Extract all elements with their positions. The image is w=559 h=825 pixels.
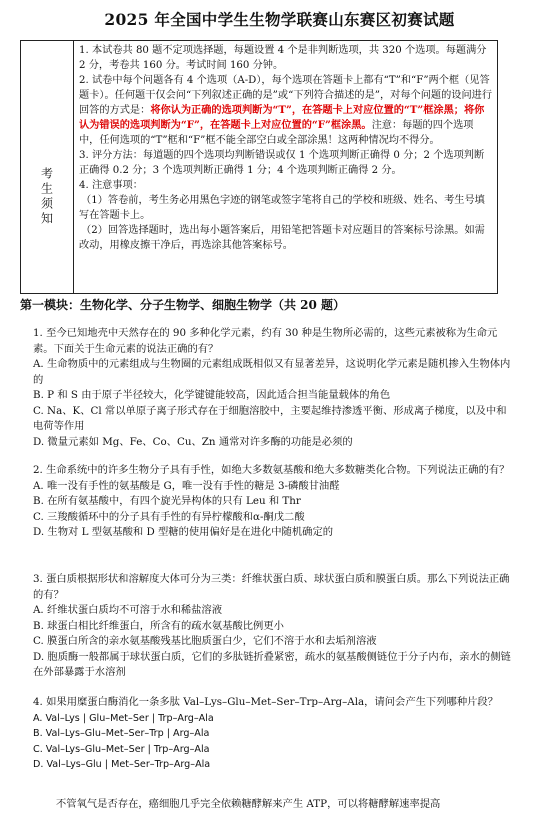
option-c: C. Val–Lys–Glu–Met–Ser | Trp–Arg–Ala xyxy=(33,743,210,755)
option-a: A. 纤维状蛋白质均不可溶于水和稀盐溶液 xyxy=(33,604,223,616)
question-stem: 4. 如果用糜蛋白酶消化一条多肽 Val–Lys–Glu–Met–Ser–Trp–Arg–Ala，请问会产生下列哪种片段？ xyxy=(33,696,499,708)
option-d: D. 微量元素如 Mg、Fe、Co、Cu、Zn 通常对许多酶的功能是必须的 xyxy=(33,435,353,448)
option-c: C. Na、K、Cl 常以单原子离子形式存在于细胞溶胶中，主要起维持渗透平衡、形成离子梯度，以及中和电荷等作用 xyxy=(33,404,507,432)
question-stem: 3. 蛋白质根据形状和溶解度大体可分为三类：纤维状蛋白质、球状蛋白质和膜蛋白质。那么下列说法正确的有？ xyxy=(33,573,510,601)
option-d: D. Val–Lys–Glu | Met–Ser–Trp–Arg–Ala xyxy=(33,759,211,770)
page-title: 2025 年全国中学生生物学联赛山东赛区初赛试题 xyxy=(104,10,455,29)
question-1 xyxy=(33,326,513,450)
notice-box xyxy=(20,40,498,294)
question-2 xyxy=(33,463,513,541)
option-b: B. Val–Lys–Glu–Met–Ser–Trp | Arg–Ala xyxy=(33,728,210,739)
option-b: B. P 和 S 由于原子半径较大，化学键键能较高，因此适合担当能量载体的角色 xyxy=(33,389,391,401)
notice-item-1: 1. 本试卷共 80 题不定项选择题，每题设置 4 个是非判断选项，共 320 个选项。每题满分 2 分，考卷共 160 分。考试时间 160 分钟。 xyxy=(79,45,487,71)
notice-item-4-1: （1）答卷前，考生务必用黑色字迹的钢笔或签字笔将自己的学校和班级、姓名、考生号填写在答题卡上。 xyxy=(79,195,485,221)
notice-item-2 xyxy=(79,73,493,148)
question-4 xyxy=(33,695,513,773)
question-stem: 2. 生命系统中的许多生物分子具有手性，如绝大多数氨基酸和绝大多数糖类化合物。下列说法正确的有？ xyxy=(33,464,510,476)
section-heading: 第一模块：生物化学、分子生物学、细胞生物学（共 20 题） xyxy=(20,298,346,312)
option-c: C. 膜蛋白所含的亲水氨基酸残基比胞质蛋白少，它们不溶于水和去垢剂溶液 xyxy=(33,635,377,647)
notice-item-3: 3. 评分方法：每道题的四个选项均判断错误或仅 1 个选项判断正确得 0 分；2 个选项判断正确得 0.2 分；3 个选项判断正确得 1 分；4 个选项判断正确得 2 分。 xyxy=(79,150,485,176)
notice-label: 考生须知 xyxy=(39,167,54,227)
option-b: B. 在所有氨基酸中，有四个旋光异构体的只有 Leu 和 Thr xyxy=(33,495,301,507)
notice-item-4-2: （2）回答选择题时，选出每小题答案后，用铅笔把答题卡对应题目的答案标号涂黑。如需改动，用橡皮擦干净后，再选涂其他答案标号。 xyxy=(79,225,485,251)
question-stem: 1. 至今已知地壳中天然存在的 90 多种化学元素，约有 30 种是生物所必需的，这些元素被称为生命元素。下面关于生命元素的说法正确的有？ xyxy=(33,327,498,355)
option-a: A. 生命物质中的元素组成与生物圈的元素组成既相似又有显著差异，这说明化学元素是随机掺入生物体内的 xyxy=(33,358,511,386)
notice-body xyxy=(74,41,497,293)
notice-label-cell xyxy=(21,41,74,293)
option-d: D. 胞质酶一般都属于球状蛋白质，它们的多肽链折叠紧密，疏水的氨基酸侧链位于分子内布，亲水的侧链在外部暴露于水溶剂 xyxy=(33,650,511,678)
option-b: B. 球蛋白相比纤维蛋白，所含有的疏水氨基酸比例更小 xyxy=(33,619,284,632)
question-3 xyxy=(33,572,513,681)
notice-item-4: 4. 注意事项： xyxy=(79,180,143,191)
option-c: C. 三羧酸循环中的分子具有手性的有异柠檬酸和α-酮戊二酸 xyxy=(33,510,305,523)
notice-item-2-emphasis: 将你认为正确的选项判断为“T”，在答题卡上对应位置的“T”框涂黑；将你认为错误的选项判断为“F”，在答题卡上对应位置的“F”框涂黑。 xyxy=(79,104,485,131)
next-question-text: 不管氧气是否存在，癌细胞几乎完全依赖糖酵解来产生 ATP，可以将糖酵解速率提高 xyxy=(56,798,441,810)
option-a: A. Val–Lys | Glu–Met–Ser | Trp–Arg–Ala xyxy=(33,712,214,724)
option-a: A. 唯一没有手性的氨基酸是 G，唯一没有手性的糖是 3-磷酸甘油醛 xyxy=(33,479,340,492)
notice-item-2-text: 2. 试卷中每个问题各有 4 个选项（A-D），每个选项在答题卡上都有“T”和“F”两个框（见答题卡）。任何题干仅会问“下列叙述正确的是”或“下列符合描述的是”，对每个问题的设问进行回答的方式是： xyxy=(79,75,493,116)
option-d: D. 生物对 L 型氨基酸和 D 型糖的使用偏好是在进化中随机确定的 xyxy=(33,526,334,538)
notice-item-2-note: 注意：每题的四个选项中，任何选项的“T”框和“F”框不能全部空白或全部涂黑！这两种情况均不得分。 xyxy=(79,120,474,146)
